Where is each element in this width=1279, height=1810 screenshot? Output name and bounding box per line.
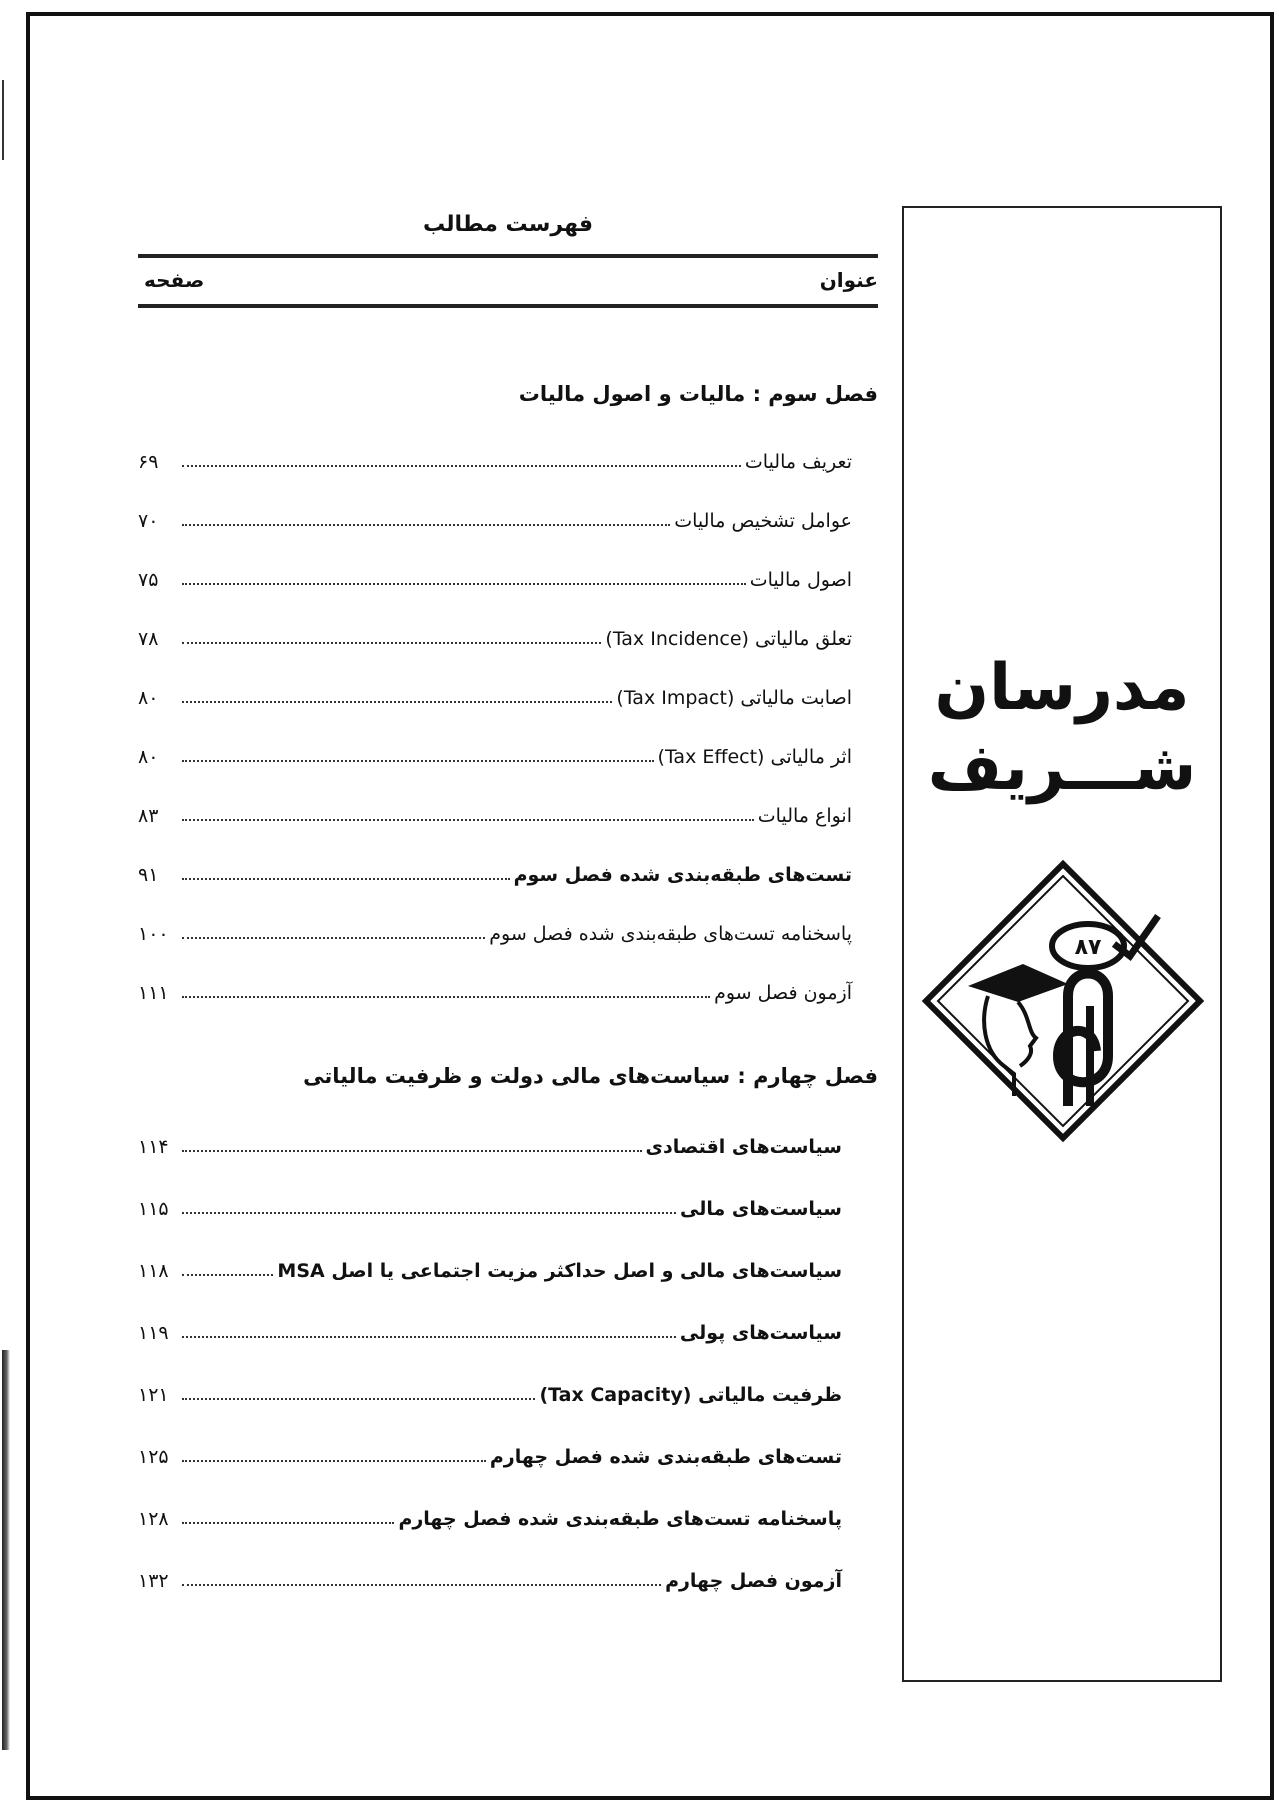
dot-leader	[182, 465, 741, 467]
entry-label: پاسخنامه تست‌های طبقه‌بندی شده فصل چهارم	[398, 1508, 842, 1530]
entry-label: تست‌های طبقه‌بندی شده فصل چهارم	[489, 1446, 842, 1468]
dot-leader	[182, 524, 670, 526]
toc-entry[interactable]	[138, 1220, 878, 1282]
column-page-label: صفحه	[144, 268, 205, 292]
entry-page: ۱۱۱	[138, 982, 169, 1004]
entry-page: ۱۱۵	[138, 1198, 169, 1220]
publisher-logo	[918, 856, 1208, 1146]
dot-leader	[182, 1398, 535, 1400]
entry-label: اصابت مالياتی (Tax Impact)	[616, 687, 852, 709]
entry-label: انواع ماليات	[757, 805, 852, 827]
entry-page: ۷۵	[138, 569, 159, 591]
toc-entry[interactable]	[138, 532, 878, 591]
scan-edge-shadow	[2, 1350, 10, 1750]
entry-page: ۸۰	[138, 746, 159, 768]
dot-leader	[182, 996, 710, 998]
dot-leader	[182, 1336, 676, 1338]
entry-label: تست‌های طبقه‌بندی شده فصل سوم	[513, 864, 852, 886]
entry-page: ۸۰	[138, 687, 159, 709]
entry-label: آزمون فصل سوم	[714, 982, 852, 1004]
entry-label: تعريف ماليات	[744, 451, 852, 473]
dot-leader	[182, 1274, 273, 1276]
section-title: فصل سوم : ماليات و اصول ماليات	[518, 382, 878, 406]
dot-leader	[182, 642, 601, 644]
entry-page: ۹۱	[138, 864, 159, 886]
toc-title: فهرست مطالب	[422, 212, 594, 237]
toc-entry[interactable]	[138, 768, 878, 827]
entry-label: سياست‌های مالی و اصل حداکثر مزيت اجتماعی يا اصل MSA	[277, 1260, 842, 1282]
entry-label: سياست‌های اقتصادی	[645, 1136, 842, 1158]
toc-entry[interactable]	[138, 1282, 878, 1344]
toc-entry[interactable]	[138, 886, 878, 945]
toc-entry[interactable]	[138, 1344, 878, 1406]
dot-leader	[182, 819, 754, 821]
toc-entry[interactable]	[138, 709, 878, 768]
dot-leader	[182, 1150, 642, 1152]
toc-entry[interactable]	[138, 1530, 878, 1592]
entry-page: ۱۲۵	[138, 1446, 169, 1468]
entry-page: ۱۰۰	[138, 923, 169, 945]
publisher-name-line2: شـــريف	[927, 731, 1197, 805]
section-4	[138, 1056, 878, 1592]
toc-entry[interactable]	[138, 414, 878, 473]
entry-page: ۷۸	[138, 628, 159, 650]
dot-leader	[182, 1584, 661, 1586]
toc-entry[interactable]	[138, 827, 878, 886]
entry-label: ظرفيت مالياتی (Tax Capacity)	[539, 1384, 842, 1406]
toc-entry[interactable]	[138, 1158, 878, 1220]
dot-leader	[182, 1522, 394, 1524]
entry-label: عوامل تشخيص ماليات	[674, 510, 852, 532]
publisher-name-line1: مدرسان	[934, 651, 1190, 725]
entry-label: سياست‌های پولی	[679, 1322, 842, 1344]
entry-page: ۱۳۲	[138, 1570, 169, 1592]
section-3	[138, 374, 878, 1004]
logo-text: ۸۷	[1074, 935, 1102, 960]
dot-leader	[182, 1212, 676, 1214]
entry-page: ۸۳	[138, 805, 159, 827]
dot-leader	[182, 937, 485, 939]
dot-leader	[182, 878, 510, 880]
entry-page: ۱۲۸	[138, 1508, 169, 1530]
publisher-sidebar	[902, 206, 1222, 1682]
column-title-label: عنوان	[819, 268, 878, 292]
toc-entry[interactable]	[138, 1406, 878, 1468]
entry-page: ۱۱۹	[138, 1322, 169, 1344]
entry-page: ۷۰	[138, 510, 159, 532]
scan-edge-marks	[2, 80, 8, 160]
entry-page: ۱۲۱	[138, 1384, 169, 1406]
dot-leader	[182, 760, 654, 762]
entry-label: تعلق مالياتی (Tax Incidence)	[605, 628, 852, 650]
dot-leader	[182, 1460, 486, 1462]
toc-entry[interactable]	[138, 1096, 878, 1158]
toc-entry[interactable]	[138, 945, 878, 1004]
entry-label: آزمون فصل چهارم	[665, 1570, 842, 1592]
toc-content	[138, 206, 878, 1592]
publisher-name	[904, 648, 1220, 808]
toc-entry[interactable]	[138, 1468, 878, 1530]
dot-leader	[182, 583, 746, 585]
entry-page: ۱۱۸	[138, 1260, 169, 1282]
column-header-row	[138, 258, 878, 302]
toc-entry[interactable]	[138, 591, 878, 650]
entry-page: ۶۹	[138, 451, 159, 473]
entry-page: ۱۱۴	[138, 1136, 169, 1158]
entry-label: اثر مالياتی (Tax Effect)	[657, 746, 852, 768]
toc-entry[interactable]	[138, 473, 878, 532]
entry-label: اصول ماليات	[749, 569, 852, 591]
section-title: فصل چهارم : سياست‌های مالی دولت و ظرفيت مالياتی	[303, 1064, 878, 1088]
toc-entry[interactable]	[138, 650, 878, 709]
entry-label: پاسخنامه تست‌های طبقه‌بندی شده فصل سوم	[489, 923, 852, 945]
entry-label: سياست‌های مالی	[680, 1198, 842, 1220]
dot-leader	[182, 701, 612, 703]
header-rule	[138, 304, 878, 308]
